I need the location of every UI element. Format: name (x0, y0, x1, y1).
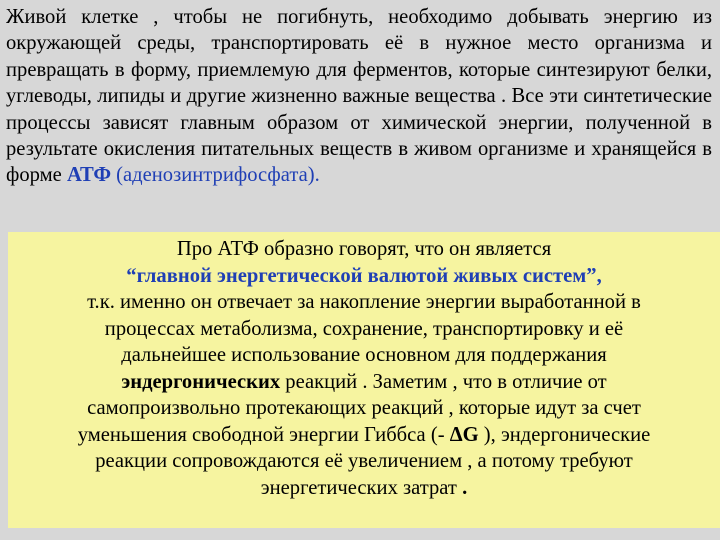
currency-line-8-start: уменьшения свободной энергии Гиббса (- (77, 423, 450, 446)
currency-line-1: Про АТФ образно говорят, что он является (176, 238, 552, 260)
intro-paragraph (6, 4, 712, 189)
currency-line-4: процессах метаболизма, сохранение, транспортировку и её (104, 317, 624, 340)
currency-line-9: реакции сопровождаются её увеличением , а потому требуют (95, 450, 633, 472)
currency-line-8 (8, 422, 720, 449)
currency-line-3: т.к. именно он отвечает за накопление энергии выработанной в (87, 291, 641, 313)
currency-line-8-end: ), эндергонические (478, 423, 651, 446)
endergonic-term: эндергонических (121, 370, 281, 393)
atp-currency-paragraph (8, 236, 720, 501)
currency-line-6-rest: реакций . Заметим , что в отличие от (280, 370, 607, 393)
atp-term: АТФ (66, 164, 112, 187)
currency-line-5: дальнейшее использование основном для поддержания (121, 344, 607, 366)
currency-line-10-text: энергетических затрат (260, 476, 457, 499)
intro-text: Живой клетке , чтобы не погибнуть, необходимо добывать энергию из окружающей среды, транспортировать её в нужное место организма и превращать в форму, приемлемую для ферментов, которые синтезируют белки, углеводы, липиды и другие жизненно важные вещества . Все эти синтетические процессы зависят главным образом от химической энергии, полученной в результате окисления питательных веществ в живом организме и хранящейся в форме (6, 6, 712, 187)
final-period: . (456, 476, 468, 499)
currency-line-10 (8, 475, 720, 502)
atp-expansion: (аденозинтрифосфата). (116, 164, 320, 187)
currency-line-6 (8, 369, 720, 396)
currency-quote: “главной энергетической валютой живых систем”, (126, 264, 602, 287)
currency-line-7: самопроизвольно протекающих реакций , которые идут за счет (87, 397, 641, 419)
delta-g-term: ΔG (449, 423, 479, 446)
